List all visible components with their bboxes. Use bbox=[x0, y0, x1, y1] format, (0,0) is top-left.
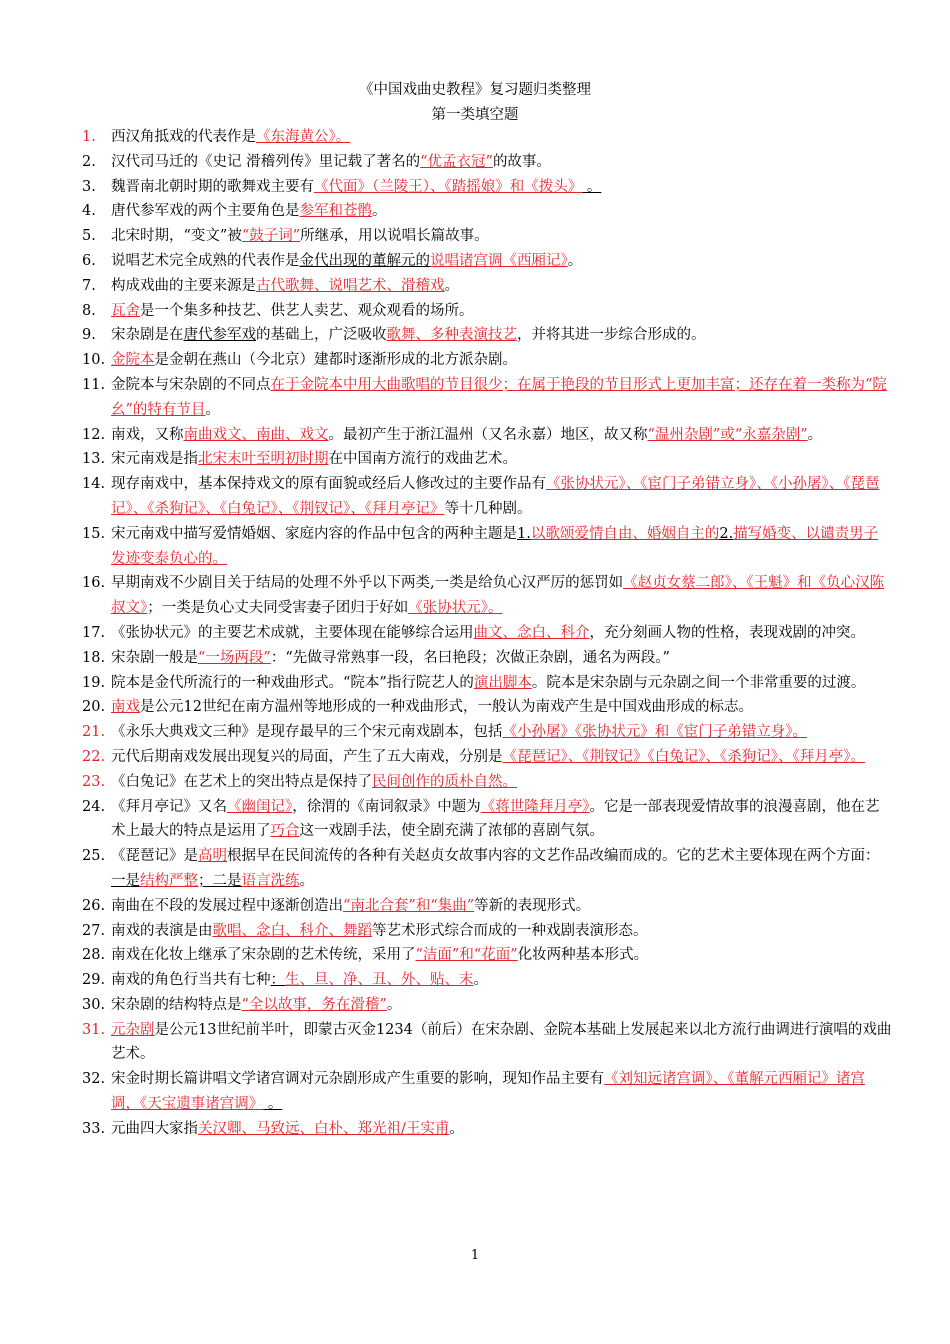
answer-text: 高明 bbox=[198, 848, 227, 865]
question-number: 18. bbox=[82, 649, 106, 666]
answer-text: 描写婚变、以谴责男子发迹变泰负心的。 bbox=[111, 525, 879, 567]
question-number: 9. bbox=[82, 327, 96, 344]
question-item bbox=[82, 621, 892, 646]
answer-text: 语言洗练 bbox=[241, 872, 300, 889]
question-item bbox=[82, 894, 892, 919]
question-text: 。 bbox=[299, 872, 314, 889]
underlined-text: 2. bbox=[719, 525, 734, 542]
question-item bbox=[82, 745, 892, 770]
answer-text: 金院本 bbox=[111, 352, 155, 369]
question-text: 。它是一部表现爱情故事的浪漫喜剧，他在艺术上最大的特点是运用了 bbox=[111, 798, 880, 840]
question-text: 宋杂剧一般是 bbox=[111, 649, 198, 666]
question-text: 南戏的角色行当共有七种 bbox=[111, 972, 271, 989]
underlined-text: 唐代参军戏 bbox=[183, 327, 256, 344]
answer-text: 《蒋世隆拜月亭》 bbox=[480, 798, 590, 815]
answer-text: 《小孙屠》《张协状元》和《宦门子弟错立身》。 bbox=[502, 724, 807, 741]
question-text: 南曲在不段的发展过程中逐渐创造出 bbox=[111, 897, 343, 914]
question-item bbox=[82, 993, 892, 1018]
question-text: 。 bbox=[449, 1120, 464, 1137]
question-text: 《白兔记》在艺术上的突出特点是保持了 bbox=[111, 773, 372, 790]
question-number: 14. bbox=[82, 476, 106, 493]
question-item bbox=[82, 299, 892, 324]
question-text: 构成戏曲的主要来源是 bbox=[111, 277, 256, 294]
question-number: 30. bbox=[82, 996, 106, 1013]
question-list bbox=[82, 125, 892, 1142]
question-text: 《拜月亭记》又名 bbox=[111, 798, 227, 815]
question-number: 31. bbox=[82, 1021, 106, 1038]
answer-text: 在于金院本中用大曲歌唱的节目很少；在属于艳段的节目形式上更加丰富；还存在着一类称为“院幺”的特有节目 bbox=[111, 376, 887, 418]
question-item bbox=[82, 671, 892, 696]
section-heading: 第一类填空题 bbox=[431, 107, 519, 123]
question-item bbox=[82, 1117, 892, 1142]
question-item bbox=[82, 348, 892, 373]
answer-text: “洁面”和“花面” bbox=[415, 947, 518, 964]
answer-text: “南北合套”和“集曲” bbox=[343, 897, 475, 914]
question-number: 24. bbox=[82, 798, 106, 815]
question-text: 是金朝在燕山（今北京）建都时逐渐形成的北方派杂剧。 bbox=[154, 352, 517, 369]
answer-text: 元杂剧 bbox=[111, 1021, 155, 1038]
question-item bbox=[82, 175, 892, 200]
answer-text: 《张协状元》。 bbox=[408, 600, 503, 617]
answer-text: 《东海黄公》。 bbox=[256, 129, 351, 145]
question-number: 23. bbox=[82, 773, 106, 790]
question-text: ，并将其进一步综合形成的。 bbox=[517, 327, 706, 344]
question-text: 《永乐大典戏文三种》是现存最早的三个宋元南戏剧本，包括 bbox=[111, 724, 503, 741]
answer-text: “鼓子词” bbox=[241, 228, 301, 245]
question-number: 17. bbox=[82, 624, 106, 641]
question-text: 。 bbox=[444, 277, 459, 294]
question-number: 2. bbox=[82, 153, 96, 170]
underlined-text: 1. bbox=[517, 525, 531, 542]
question-number: 4. bbox=[82, 203, 96, 220]
answer-text: “全以故事，务在滑稽” bbox=[241, 996, 387, 1013]
question-number: 8. bbox=[82, 302, 96, 319]
question-text: 院本是金代所流行的一种戏曲形式。“院本”指行院艺人的 bbox=[111, 674, 474, 691]
underlined-text: 。 bbox=[263, 1096, 283, 1113]
answer-text: 歌唱、念白、科介、舞蹈 bbox=[212, 922, 372, 939]
question-item bbox=[82, 472, 892, 522]
question-number: 10. bbox=[82, 352, 106, 369]
question-item bbox=[82, 150, 892, 175]
answer-text: 《代面》（兰陵王）、《踏摇娘》和《拨头》 bbox=[314, 178, 583, 195]
question-text: 元代后期南戏发展出现复兴的局面，产生了五大南戏，分别是 bbox=[111, 748, 503, 765]
question-item bbox=[82, 844, 892, 894]
question-text: 《张协状元》的主要艺术成就，主要体现在能够综合运用 bbox=[111, 624, 474, 641]
answer-text: 《张协状元》、《宦门子弟错立身》、《小孙屠》、《琵琶记》、《杀狗记》、《白兔记》、《荆钗记》、《拜月亭记》 bbox=[111, 476, 880, 517]
question-text: 是公元12世纪在南方温州等地形成的一种戏曲形式，一般认为南戏产生是中国戏曲形成的标志。 bbox=[140, 699, 753, 716]
question-number: 1. bbox=[82, 129, 96, 145]
answer-text: 北宋末叶至明初时期 bbox=[198, 451, 329, 468]
answer-text: 以歌颂爱情自由、婚姻自主的 bbox=[530, 525, 720, 542]
question-text: 魏晋南北朝时期的歌舞戏主要有 bbox=[111, 178, 314, 195]
document-title: 《中国戏曲史教程》复习题归类整理 bbox=[359, 82, 591, 98]
question-item bbox=[82, 770, 892, 795]
question-item bbox=[82, 274, 892, 299]
question-text: 南戏，又称 bbox=[111, 426, 184, 443]
question-number: 25. bbox=[82, 848, 106, 865]
question-text: 的故事。 bbox=[492, 153, 551, 170]
question-text: 等新的表现形式。 bbox=[474, 897, 591, 914]
question-number: 11. bbox=[82, 376, 106, 393]
answer-text: 古代歌舞、说唱艺术、滑稽戏 bbox=[256, 277, 445, 294]
answer-text: 演出脚本 bbox=[473, 674, 532, 691]
question-text: 早期南戏不少剧目关于结局的处理不外乎以下两类,一类是给负心汉严厉的惩罚如 bbox=[111, 575, 624, 592]
question-item bbox=[82, 795, 892, 845]
question-number: 28. bbox=[82, 947, 106, 964]
question-text: 这一戏剧手法，使全剧充满了浓郁的喜剧气氛。 bbox=[299, 823, 604, 840]
question-number: 13. bbox=[82, 451, 106, 468]
answer-text: 曲文、念白、科介 bbox=[473, 624, 590, 641]
answer-text: 《刘知远诸宫调》、《董解元西厢记》诸宫调，《天宝遗事诸宫调》 bbox=[111, 1071, 865, 1113]
question-text: 北宋时期，“变文”被 bbox=[111, 228, 242, 245]
answer-text: “温州杂剧”或“永嘉杂剧” bbox=[647, 426, 808, 443]
answer-text: 南曲戏文、南曲、戏文 bbox=[183, 426, 329, 443]
question-item bbox=[82, 522, 892, 572]
answer-text: 歌舞、多种表演技艺 bbox=[386, 327, 517, 344]
question-number: 22. bbox=[82, 748, 106, 765]
question-text: 金院本与宋杂剧的不同点 bbox=[111, 376, 271, 393]
question-item bbox=[82, 224, 892, 249]
underlined-text: 一是 bbox=[111, 872, 140, 889]
question-number: 6. bbox=[82, 252, 96, 269]
question-item bbox=[82, 125, 892, 150]
question-item bbox=[82, 571, 892, 621]
question-item bbox=[82, 919, 892, 944]
question-number: 12. bbox=[82, 426, 106, 443]
underlined-text: ；二是 bbox=[198, 872, 242, 889]
question-text: 。 bbox=[372, 203, 387, 220]
question-item bbox=[82, 1067, 892, 1117]
question-text: 根据早在民间流传的各种有关赵贞女故事内容的文艺作品改编而成的。它的艺术主要体现在两个方面： bbox=[227, 848, 880, 865]
question-text: 现存南戏中，基本保持戏文的原有面貌或经后人修改过的主要作品有 bbox=[111, 476, 546, 493]
question-item bbox=[82, 695, 892, 720]
question-text: ；一类是负心丈夫同受害妻子团归于好如 bbox=[147, 600, 409, 617]
question-text: 。院本是宋杂剧与元杂剧之间一个非常重要的过渡。 bbox=[531, 674, 866, 691]
answer-text: 《琵琶记》、《荆钗记》《白兔记》、《杀狗记》、《拜月亭》。 bbox=[502, 748, 865, 765]
question-text: ，充分刻画人物的性格，表现戏剧的冲突。 bbox=[589, 624, 865, 641]
question-number: 32. bbox=[82, 1071, 106, 1088]
answer-text: 《赵贞女蔡二郎》、《王魁》和《负心汉陈叔文》 bbox=[111, 575, 885, 617]
question-number: 15. bbox=[82, 525, 106, 542]
question-item bbox=[82, 323, 892, 348]
answer-text: 参军和苍鹘 bbox=[299, 203, 372, 220]
answer-text: 说唱诸宫调《西厢记》 bbox=[430, 252, 568, 269]
answer-text: “一场两段” bbox=[198, 649, 271, 666]
question-item bbox=[82, 249, 892, 274]
question-text: 是一个集多种技艺、供艺人卖艺、观众观看的场所。 bbox=[140, 302, 474, 319]
question-text: ，徐渭的《南词叙录》中题为 bbox=[292, 798, 481, 815]
question-item bbox=[82, 423, 892, 448]
question-number: 21. bbox=[82, 724, 106, 741]
answer-text: 生、旦、净、丑、外、贴、末 bbox=[285, 972, 474, 989]
question-number: 27. bbox=[82, 922, 106, 939]
answer-text: 《幽闺记》 bbox=[227, 798, 293, 815]
question-text: 在中国南方流行的戏曲艺术。 bbox=[328, 451, 517, 468]
question-text: 宋杂剧是在 bbox=[111, 327, 184, 344]
question-number: 20. bbox=[82, 699, 106, 716]
question-text: 汉代司马迁的《史记 滑稽列传》里记载了著名的 bbox=[111, 153, 421, 170]
question-item bbox=[82, 968, 892, 993]
question-item bbox=[82, 720, 892, 745]
question-text: 。 bbox=[473, 972, 488, 989]
question-text: 宋元南戏中描写爱情婚姻、家庭内容的作品中包含的两种主题是 bbox=[111, 525, 517, 542]
question-text: 说唱艺术完全成熟的代表作是 bbox=[111, 252, 300, 269]
question-text: 的基础上，广泛吸收 bbox=[256, 327, 387, 344]
answer-text: 结构严整 bbox=[140, 872, 198, 889]
question-number: 29. bbox=[82, 972, 106, 989]
question-text: 。 bbox=[567, 252, 583, 269]
question-text: 南戏的表演是由 bbox=[111, 922, 213, 939]
underlined-text: ： bbox=[270, 972, 285, 989]
answer-text: 南戏 bbox=[111, 699, 140, 716]
question-number: 7. bbox=[82, 277, 96, 294]
question-number: 19. bbox=[82, 674, 106, 691]
question-text: 元曲四大家指 bbox=[111, 1120, 198, 1137]
question-text: 。 bbox=[807, 426, 823, 443]
question-text: 西汉角抵戏的代表作是 bbox=[111, 129, 256, 145]
question-text: 唐代参军戏的两个主要角色是 bbox=[111, 203, 300, 220]
answer-text: 瓦舍 bbox=[111, 302, 140, 319]
question-text: 《琵琶记》是 bbox=[111, 848, 198, 865]
answer-text: 关汉卿、马致远、白朴、郑光祖/王实甫 bbox=[198, 1120, 450, 1137]
question-text: 是公元13世纪前半叶，即蒙古灭金1234（前后）在宋杂剧、金院本基础上发展起来以北方流行曲调进行演唱的戏曲艺术。 bbox=[111, 1021, 892, 1063]
page-number: 1 bbox=[470, 1248, 480, 1263]
question-text: ：“先做寻常熟事一段，名曰艳段；次做正杂剧，通名为两段。” bbox=[270, 649, 670, 666]
question-text: 。最初产生于浙江温州（又名永嘉）地区，故又称 bbox=[328, 426, 648, 443]
question-number: 3. bbox=[82, 178, 96, 195]
question-item bbox=[82, 1018, 892, 1068]
question-text: 。 bbox=[386, 996, 402, 1013]
question-item bbox=[82, 646, 892, 671]
question-item bbox=[82, 199, 892, 224]
question-number: 33. bbox=[82, 1120, 106, 1137]
question-number: 16. bbox=[82, 575, 106, 592]
answer-text: 民间创作的质朴自然。 bbox=[372, 773, 517, 790]
question-text: 宋金时期长篇讲唱文学诸宫调对元杂剧形成产生重要的影响，现知作品主要有 bbox=[111, 1071, 604, 1088]
question-item bbox=[82, 447, 892, 472]
answer-text: “优孟衣冠” bbox=[420, 153, 493, 170]
question-text: 宋元南戏是指 bbox=[111, 451, 198, 468]
question-text: 宋杂剧的结构特点是 bbox=[111, 996, 242, 1013]
question-number: 26. bbox=[82, 897, 106, 914]
underlined-text: 。 bbox=[582, 178, 602, 195]
underlined-text: 金代出现的董解元的 bbox=[299, 252, 430, 269]
question-text: 南戏在化妆上继承了宋杂剧的艺术传统，采用了 bbox=[111, 947, 416, 964]
question-text: 。 bbox=[205, 401, 220, 418]
question-text: 所继承，用以说唱长篇故事。 bbox=[300, 228, 489, 245]
answer-text: 巧合 bbox=[270, 823, 300, 840]
question-text: 化妆两种基本形式。 bbox=[517, 947, 649, 964]
question-text: 等艺术形式综合而成的一种戏剧表演形态。 bbox=[372, 922, 648, 939]
question-text: 等十几种剧。 bbox=[444, 500, 532, 517]
question-item bbox=[82, 943, 892, 968]
question-number: 5. bbox=[82, 228, 96, 245]
question-item bbox=[82, 373, 892, 423]
